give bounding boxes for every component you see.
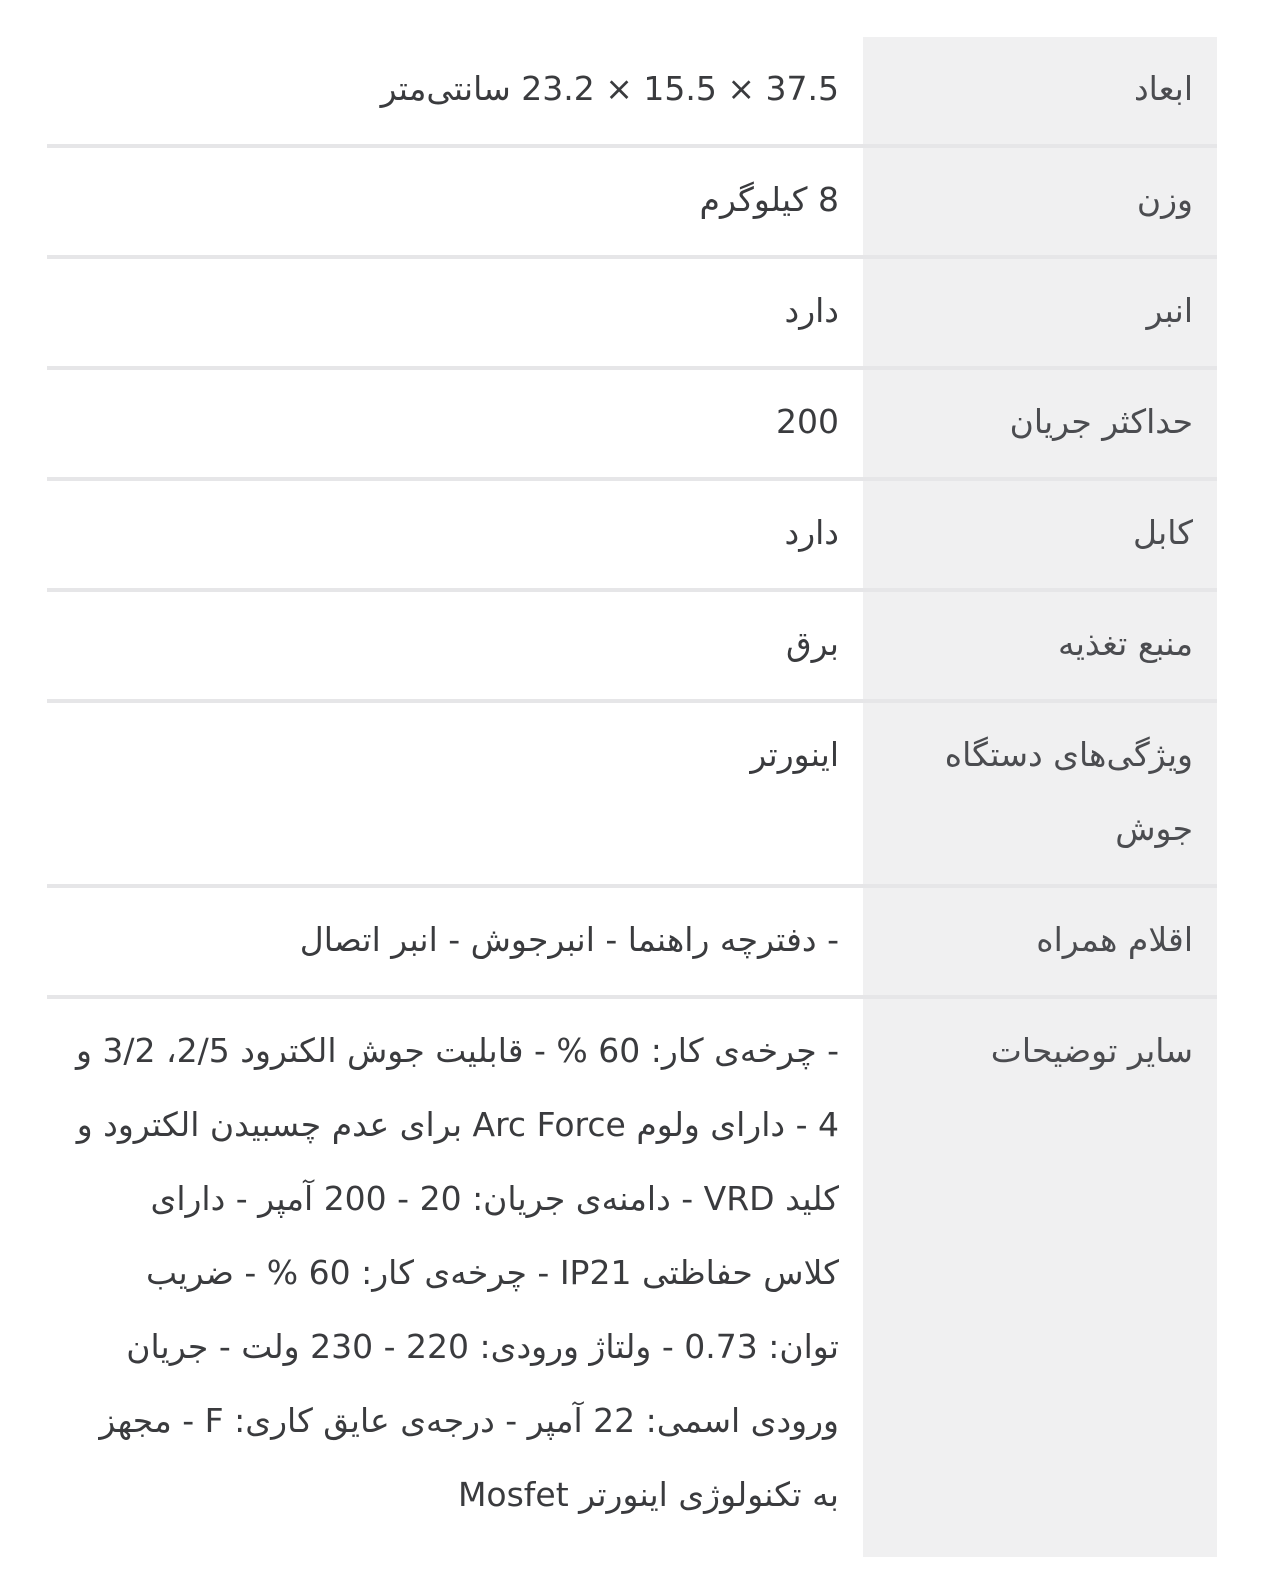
spec-value: 8 کیلوگرم	[699, 180, 839, 219]
spec-key: کابل	[863, 481, 1217, 588]
spec-key: اقلام همراه	[863, 888, 1217, 995]
spec-row-included-items	[47, 888, 1217, 999]
spec-row-cable	[47, 481, 1217, 592]
spec-key: سایر توضیحات	[863, 999, 1217, 1557]
spec-row-power-source	[47, 592, 1217, 703]
spec-key: ابعاد	[863, 37, 1217, 144]
spec-value: اینورتر	[750, 735, 839, 774]
spec-key: انبر	[863, 259, 1217, 366]
spec-key: ویژگی‌های دستگاه جوش	[863, 703, 1217, 884]
spec-value: برق	[786, 624, 839, 663]
spec-value: - چرخه‌ی کار: 60 % - قابلیت جوش الکترود 2/5، 3/2 و 4 - دارای ولوم Arc Force برای عدم چسبیدن الکترود و کلید VRD - دامنه‌ی جریان: 20 - 200 آمپر - دارای کلاس حفاظتی IP21 - چرخه‌ی کار: 60 % - ضریب توان: 0.73 - ولتاژ ورودی: 220 - 230 ولت - جریان ورودی اسمی: 22 آمپر - درجه‌ی عایق کاری: F - مجهز به تکنولوژی اینورتر Mosfet	[75, 1031, 839, 1514]
spec-key: وزن	[863, 148, 1217, 255]
spec-value: - دفترچه راهنما - انبرجوش - انبر اتصال	[299, 920, 839, 959]
spec-row-clamp	[47, 259, 1217, 370]
spec-value: دارد	[784, 291, 839, 330]
spec-value: 200	[776, 402, 839, 441]
spec-key: حداکثر جریان	[863, 370, 1217, 477]
spec-row-dimensions	[47, 37, 1217, 148]
spec-key: منبع تغذیه	[863, 592, 1217, 699]
spec-value: دارد	[784, 513, 839, 552]
specs-table	[47, 37, 1217, 1557]
spec-value: 37.5 × 15.5 × 23.2 سانتی‌متر	[380, 69, 839, 108]
spec-row-weight	[47, 148, 1217, 259]
spec-row-max-current	[47, 370, 1217, 481]
spec-row-features	[47, 703, 1217, 888]
spec-row-other-details	[47, 999, 1217, 1557]
